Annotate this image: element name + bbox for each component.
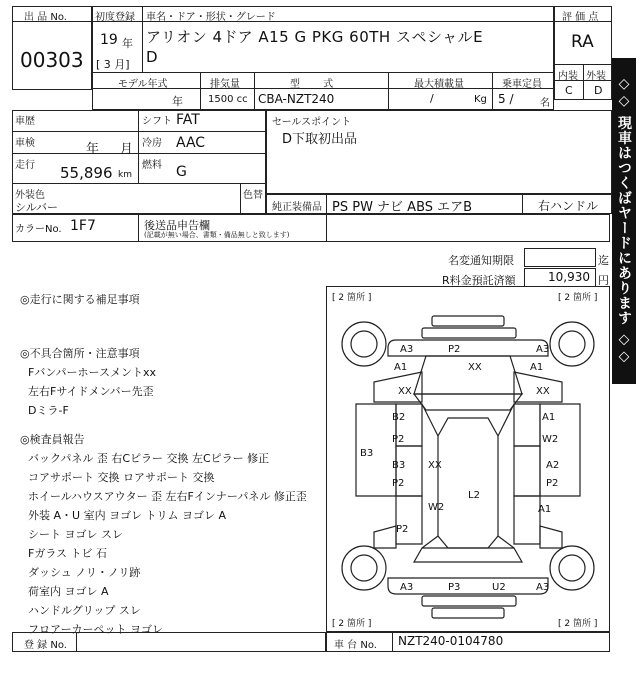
mark-front-bumper-right: A3 xyxy=(536,344,550,355)
standard-equip-label: 純正装備品 xyxy=(272,202,322,213)
mark-left-rear-fender: W2 xyxy=(428,502,445,513)
ac-label: 冷房 xyxy=(142,138,162,149)
exterior-score: D xyxy=(594,84,603,97)
recycle-unit: 円 xyxy=(598,274,609,287)
mark-right-rear-fender: A1 xyxy=(538,504,552,515)
mark-rear-bumper-right: A3 xyxy=(536,582,550,593)
score: RA xyxy=(571,32,594,52)
handle-position: 右ハンドル xyxy=(538,199,599,213)
body-color: シルバー xyxy=(15,201,58,214)
inspector-item: 外装 A・U 室内 ヨゴレ トリム ヨゴレ A xyxy=(28,509,227,522)
mark-left-rear-door-2: P2 xyxy=(392,478,405,489)
history-label: 車歴 xyxy=(15,116,35,127)
mark-right-front-door: A1 xyxy=(542,412,556,423)
standard-equip: PS PW ナビ ABS エアB xyxy=(332,200,473,215)
reg-month: [ 3 月] xyxy=(96,58,130,71)
mark-right-rear-door: A2 xyxy=(546,460,560,471)
reg-no-label: 登 録 No. xyxy=(24,640,67,651)
mark-front-bumper-left: A3 xyxy=(400,344,414,355)
driving-label: ◎走行に関する補足事項 xyxy=(20,293,140,306)
lot-no-label: 出 品 No. xyxy=(24,12,67,23)
inspector-report xyxy=(20,430,307,639)
first-reg-label: 初度登録 xyxy=(95,12,135,23)
exterior-label: 外装 xyxy=(586,71,606,82)
inspector-item: ハンドルグリップ スレ xyxy=(28,604,141,617)
after-parts-label: 後送品申告欄 xyxy=(144,219,210,232)
mark-left-rear-fender-2: P2 xyxy=(396,524,409,535)
recycle-value: 10,930 xyxy=(548,270,590,284)
sales-point-label: セールスポイント xyxy=(272,117,352,128)
displacement: 1500 cc xyxy=(208,94,248,105)
mark-left-front-door: B2 xyxy=(392,412,406,423)
inspector-item: 荷室内 ヨゴレ A xyxy=(28,585,109,598)
mark-left-side-panel: B3 xyxy=(360,448,374,459)
mark-roof-left: XX xyxy=(428,460,442,471)
model-name: アリオン 4ドア A15 G PKG 60TH スペシャルE xyxy=(146,28,484,46)
inspection-year: 年 xyxy=(86,142,100,157)
max-load-unit: Kg xyxy=(474,94,487,105)
shift: FAT xyxy=(176,112,200,128)
mark-right-rear-door-2: P2 xyxy=(546,478,559,489)
fuel: G xyxy=(176,164,187,180)
interior-score: C xyxy=(565,84,573,97)
mark-left-rear-door: B3 xyxy=(392,460,406,471)
inspector-item: Fガラス トビ 石 xyxy=(28,547,107,560)
inspector-item: ダッシュ ノリ・ノリ跡 xyxy=(28,566,141,579)
inspection-month: 月 xyxy=(120,142,134,157)
recycle-label: R料金預託済額 xyxy=(442,274,516,287)
inspector-label: ◎検査員報告 xyxy=(20,433,85,446)
mark-rear-bumper-u: U2 xyxy=(492,582,506,593)
mileage: 55,896 xyxy=(60,164,113,182)
mark-right-fender-top: A1 xyxy=(530,362,544,373)
defects-label: ◎不具合箇所・注意事項 xyxy=(20,347,140,360)
displacement-label: 排気量 xyxy=(210,79,240,90)
mark-left-fender-2: XX xyxy=(398,386,412,397)
sales-point: D下取初出品 xyxy=(282,132,358,147)
defect-item: 左右Fサイドメンバー先歪 xyxy=(28,385,154,398)
mark-hood: XX xyxy=(468,362,482,373)
defect-item: Dミラ-F xyxy=(28,404,69,417)
reg-year: 19 xyxy=(100,32,118,48)
max-load-sep: / xyxy=(430,92,434,105)
defect-item: Fバンパーホースメントxx xyxy=(28,366,157,379)
chassis-label: 車 台 No. xyxy=(334,640,377,651)
mark-right-fender: XX xyxy=(536,386,550,397)
reg-year-unit: 年 xyxy=(122,37,133,50)
mark-left-front-door-2: P2 xyxy=(392,434,405,445)
inspector-item: ホイールハウスアウター 歪 左右Fインナーパネル 修正歪 xyxy=(28,490,307,503)
ac: AAC xyxy=(176,135,206,151)
tag-top-left: [ 2 箇所 ] xyxy=(332,293,372,303)
vehicle-type: CBA-NZT240 xyxy=(258,92,335,106)
remarks xyxy=(20,290,140,309)
fuel-label: 燃料 xyxy=(142,160,162,171)
mark-rear-bumper-center: P3 xyxy=(448,582,461,593)
model-year-label: モデル年式 xyxy=(118,79,168,90)
mark-front-bumper-center: P2 xyxy=(448,344,461,355)
mark-right-front-door-2: W2 xyxy=(542,434,559,445)
mark-rear-bumper-left: A3 xyxy=(400,582,414,593)
mileage-unit: km xyxy=(118,170,132,180)
car-damage-diagram xyxy=(326,286,610,632)
name-change-value xyxy=(524,248,596,267)
chassis-no: NZT240-0104780 xyxy=(398,634,504,648)
color-label: 外装色 xyxy=(15,190,45,201)
inspector-item: コアサポート 交換 ロアサポート 交換 xyxy=(28,471,215,484)
name-change-unit: 迄 xyxy=(598,254,609,267)
shift-label: シフト xyxy=(142,116,172,127)
interior-label: 内装 xyxy=(558,71,578,82)
capacity: 5 / xyxy=(498,92,514,106)
name-change-label: 名変通知期限 xyxy=(448,254,514,267)
tag-bottom-left: [ 2 箇所 ] xyxy=(332,619,372,629)
score-label: 評 価 点 xyxy=(562,12,599,23)
inspector-item: シート ヨゴレ スレ xyxy=(28,528,123,541)
inspector-item: バックパネル 歪 右Cピラー 交換 左Cピラー 修正 xyxy=(28,452,270,465)
mark-left-fender: A1 xyxy=(394,362,408,373)
color-no-box xyxy=(12,214,610,242)
inspection-label: 車検 xyxy=(15,138,35,149)
inspector-item: フロアーカーペット ヨゴレ xyxy=(28,623,163,636)
mark-trunk-lid: L2 xyxy=(468,490,480,501)
color-change-label: 色替 xyxy=(243,190,263,201)
capacity-label: 乗車定員 xyxy=(502,79,542,90)
color-no-label: カラーNo. xyxy=(15,224,62,235)
tag-top-right: [ 2 箇所 ] xyxy=(558,293,598,303)
type-label: 型 式 xyxy=(290,79,344,90)
max-load-label: 最大積載量 xyxy=(414,79,464,90)
location-notice: ◇◇ 現車はつくばヤードにあります ◇◇ xyxy=(612,58,636,384)
defects xyxy=(20,344,156,420)
capacity-unit: 名 xyxy=(540,98,550,109)
model-year-unit: 年 xyxy=(172,95,183,108)
mileage-label: 走行 xyxy=(15,160,35,171)
model-name-cont: D xyxy=(146,48,158,66)
color-no: 1F7 xyxy=(70,218,96,234)
after-parts-note: (記載が無い場合、書類・備品無しと致します) xyxy=(144,231,290,239)
tag-bottom-right: [ 2 箇所 ] xyxy=(558,619,598,629)
model-label: 車名・ドア・形状・グレード xyxy=(146,12,276,23)
lot-no: 00303 xyxy=(20,48,84,72)
